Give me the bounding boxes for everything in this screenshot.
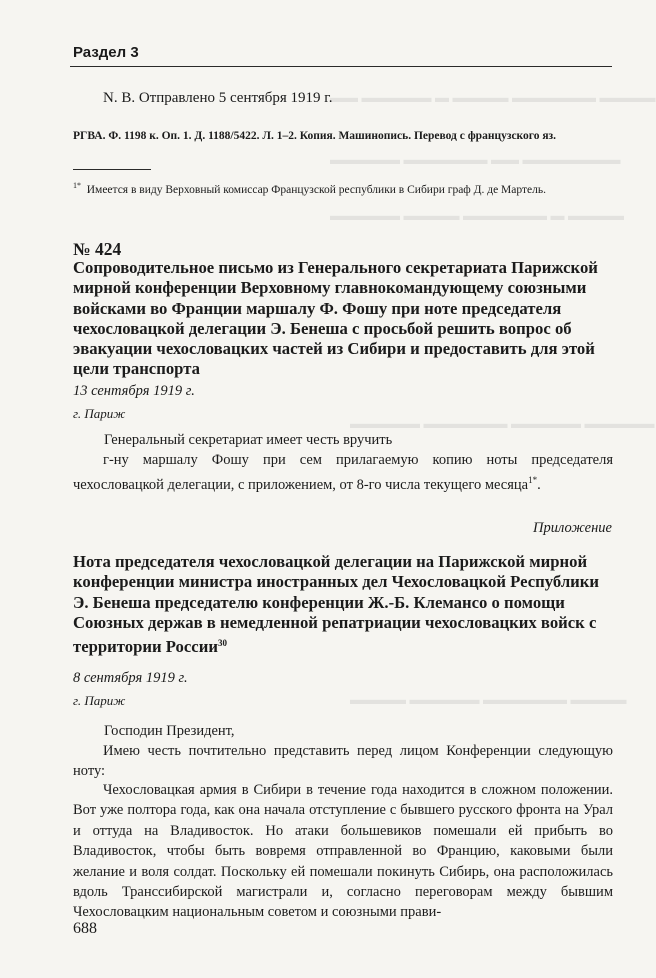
footnote-text: Имеется в виду Верховный комиссар Французской республики в Сибири граф Д. де Мартель. bbox=[86, 184, 546, 196]
section-label: Раздел 3 bbox=[73, 44, 139, 61]
letter-paragraph-1: Генеральный секретариат имеет честь вручить bbox=[104, 432, 393, 448]
appendix-title-text: Нота председателя чехословацкой делегации на Парижской мирной конференции министра иностранных дел Чехословацкой Республики Э. Бенеша председателю конференции Ж.-Б. Клемансо о помощи Союзных держав в немедленной репатриации чехословацких войск с территории России bbox=[73, 552, 600, 657]
letter-paragraph-2-end: . bbox=[537, 477, 541, 494]
document-page: ▬▬ ▬▬▬▬▬ ▬ ▬▬▬▬ ▬▬▬▬▬▬ ▬▬▬▬ ▬▬▬▬▬ ▬▬▬▬▬▬ ▬▬ ▬▬▬▬▬▬▬ ▬▬▬▬▬ ▬▬▬▬ ▬▬▬▬▬▬ ▬ ▬▬▬▬ ▬▬▬▬▬ ▬▬▬▬▬▬ ▬▬▬▬▬ ▬▬▬▬▬ ▬▬▬▬ ▬▬▬▬▬ ▬▬▬▬▬▬ ▬▬▬▬ Раздел 3 N. B. Отправлено 5 сентября 1919 г. РГВА. Ф. 1198 к. Оп. 1. Д. 1188/5422. Л. 1–2. Копия. Машинопись. Перевод с французского яз. $^{1*}$ Имеется в виду Верховный комиссар Французской республики в Сибири граф Д. де Мартель. № 424 Сопроводительное письмо из Генерального секретариата Парижской мирной конференции Верховному главнокомандующему союзными войсками во Франции маршалу Ф. Фошу при ноте председателя чехословацкой делегации Э. Бенеша с просьбой решить вопрос об эвакуации чехословацких частей из Сибири и предоставить для этой цели транспорта 13 сентября 1919 г. г. Париж Генеральный секретариат имеет честь вручить г-ну маршалу Фошу при сем прилагаемую копию ноты председателя чехословацкой делегации, с приложением, от 8-го числа текущего месяца$^{1*}$. Приложение Нота председателя чехословацкой делегации на Парижской мирной конференции министра иностранных дел Чехословацкой Республики Э. Бенеша председателю конференции Ж.-Б. Клемансо о помощи Союзных держав в немедленной репатриации чехословацких войск с территории России$^{30}$ 8 сентября 1919 г. г. Париж Господин Президент, Имею честь почтительно представить перед лицом Конференции следующую ноту: Чехословацкая армия в Сибири в течение года находится в сложном положении. Вот уже полтора года, как она начала отступление с бывшего русского фронта на Урал и оттуда на Владивосток. Но атаки большевиков помешали ей прибыть во Владивосток, чтобы быть вовремя отправленной во Францию, каковыми были желание и воля солдат. Поскольку ей помешали покинуть Сибирь, она расположилась вдоль Транссибирской магистрали и, согласно переговорам между бывшим Чехословацким национальным советом и союзными прави- 688 bbox=[0, 0, 656, 978]
letter-paragraph-2 bbox=[73, 450, 613, 496]
footnote bbox=[73, 181, 546, 196]
letter-footnote-ref: 1* bbox=[528, 475, 538, 486]
document-number: № 424 bbox=[73, 239, 122, 259]
page-number: 688 bbox=[73, 920, 97, 937]
letter-paragraph-2-text: г-ну маршалу Фошу при сем прилагаемую копию ноты председателя чехословацкой делегации, с приложением, от 8-го числа текущего месяца bbox=[73, 452, 613, 494]
document-title: Сопроводительное письмо из Генерального секретариата Парижской мирной конференции Верховному главнокомандующему союзными войсками во Франции маршалу Ф. Фошу при ноте председателя чехословацкой делегации Э. Бенеша с просьбой решить вопрос об эвакуации чехословацких частей из Сибири и предоставить для этой цели транспорта bbox=[73, 258, 598, 379]
appendix-label: Приложение bbox=[533, 520, 612, 536]
footnote-rule bbox=[73, 169, 151, 170]
document-place: г. Париж bbox=[73, 406, 126, 421]
footnote-marker: 1* bbox=[73, 181, 81, 190]
appendix-title-note: 30 bbox=[217, 638, 227, 649]
appendix-place: г. Париж bbox=[73, 693, 126, 708]
appendix-title bbox=[73, 552, 618, 657]
appendix-paragraph-1: Имею честь почтительно представить перед лицом Конференции следующую ноту: bbox=[73, 743, 613, 780]
appendix-date: 8 сентября 1919 г. bbox=[73, 670, 188, 686]
document-date: 13 сентября 1919 г. bbox=[73, 383, 195, 399]
header-rule bbox=[70, 66, 612, 67]
sent-note: N. B. Отправлено 5 сентября 1919 г. bbox=[103, 90, 333, 106]
appendix-paragraph-2: Чехословацкая армия в Сибири в течение года находится в сложном положении. Вот уже полтора года, как она начала отступление с бывшего русского фронта на Урал и оттуда на Владивосток. Но атаки большевиков помешали ей прибыть во Владивосток, чтобы быть вовремя отправленной во Францию, каковыми были желание и воля солдат. Поскольку ей помешали покинуть Сибирь, она расположилась вдоль Транссибирской магистрали и, согласно переговорам между бывшим Чехословацким национальным советом и союзными прави- bbox=[73, 782, 613, 921]
appendix-greeting: Господин Президент, bbox=[104, 723, 235, 739]
archive-reference: РГВА. Ф. 1198 к. Оп. 1. Д. 1188/5422. Л. 1–2. Копия. Машинопись. Перевод с французского яз. bbox=[73, 130, 557, 142]
